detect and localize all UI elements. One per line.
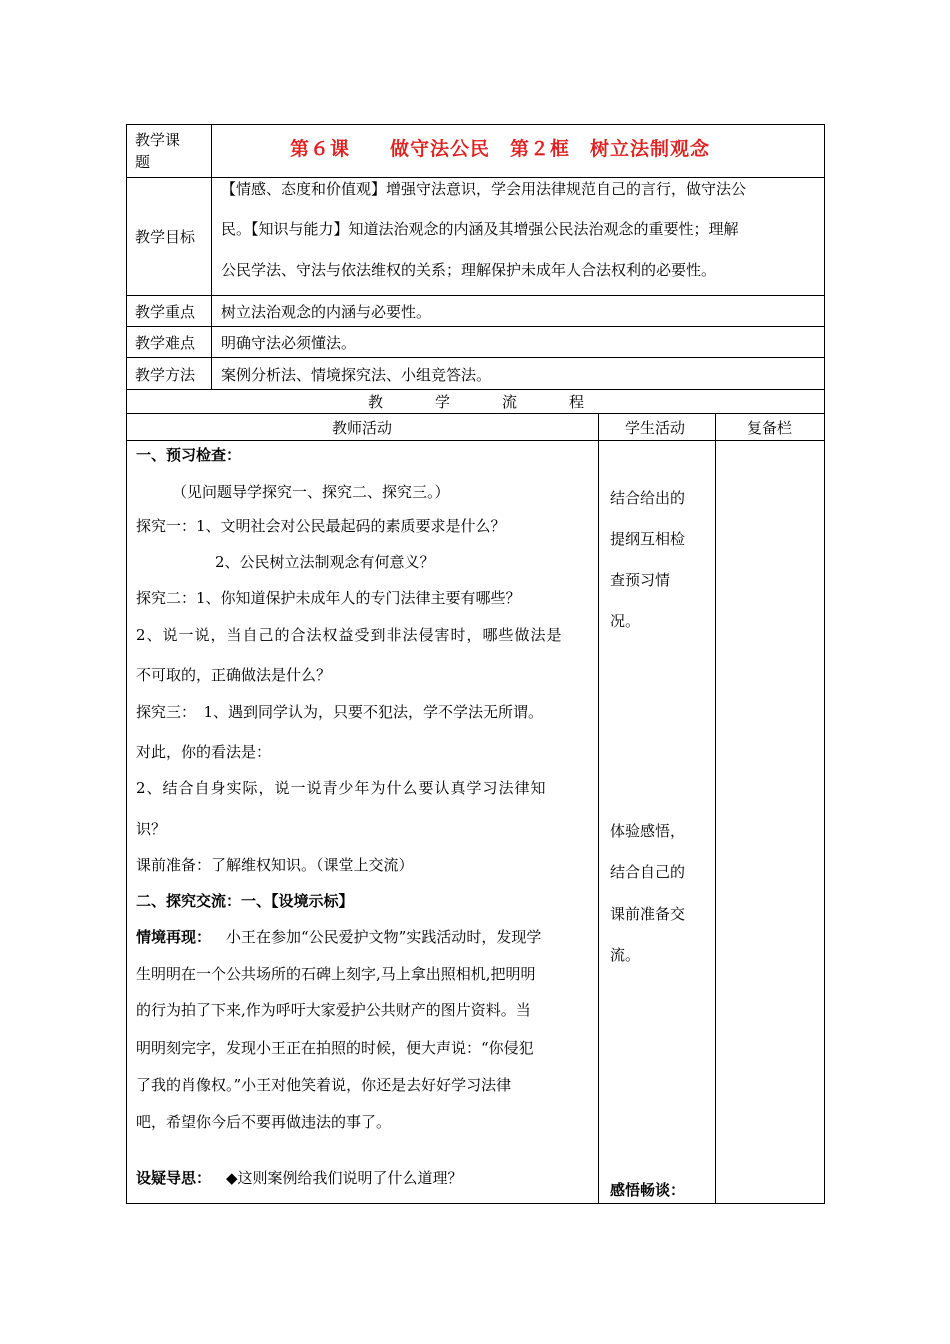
inquiry2-q1: 探究二：1、你知道保护未成年人的专门法律主要有哪些？ [136,589,521,607]
goals-line: 【情感、态度和价值观】增强守法意识，学会用法律规范自己的言行，做守法公 [221,180,747,198]
doubt-label: 设疑导思： [136,1169,212,1187]
inquiry1-q1: 探究一：1、文明社会对公民最起码的素质要求是什么？ [136,517,506,535]
row-sep [126,440,825,441]
student-footer: 感悟畅谈： [610,1181,686,1199]
student-line: 结合给出的 [610,489,686,507]
inquiry3-q1-line2: 对此，你的看法是： [136,743,272,761]
goals-line: 公民学法、守法与依法维权的关系；理解保护未成年人合法权利的必要性。 [221,261,717,279]
scene-line: 了我的肖像权。”小王对他笑着说，你还是去好好学习法律 [136,1076,512,1094]
inquiry3-q2-line2: 识？ [136,820,167,838]
section1-note: （见问题导学探究一、探究二、探究三。） [172,483,450,501]
student-col-sep [715,413,716,1204]
row-sep [126,177,825,178]
scene-line: 的行为拍了下来,作为呼吁大家爱护公共财产的图片资料。当 [136,1001,531,1019]
goals-line: 民。【知识与能力】知道法治观念的内涵及其增强公民法治观念的重要性；理解 [221,220,739,238]
col-header-teacher: 教师活动 [332,419,393,437]
key-points-text: 树立法治观念的内涵与必要性。 [221,303,432,321]
difficulty-label: 教学难点 [135,334,196,352]
table-border-top [126,124,825,125]
row-sep [126,326,825,327]
col-header-student: 学生活动 [625,419,686,437]
student-line: 结合自己的 [610,863,686,881]
student-line: 流。 [610,946,641,964]
key-points-label: 教学重点 [135,303,196,321]
student-line: 况。 [610,612,641,630]
col-header-notes: 复备栏 [747,419,793,437]
process-title-char: 教 [368,393,384,411]
table-border-left [126,124,127,1204]
scene-label: 情境再现： [136,928,212,946]
teacher-col-sep [598,413,599,1204]
scene-line: 小王在参加“公民爱护文物”实践活动时，发现学 [226,928,542,946]
student-line: 体验感悟， [610,822,686,840]
student-line: 查预习情 [610,571,671,589]
scene-line: 生明明在一个公共场所的石碑上刻字,马上拿出照相机,把明明 [136,965,536,983]
row-sep [126,389,825,390]
row-sep [126,413,825,414]
inquiry2-q2-line1: 2、说一说，当自己的合法权益受到非法侵害时，哪些做法是 [136,626,563,644]
section1-title: 一、预习检查： [136,446,242,464]
methods-label: 教学方法 [135,366,196,384]
inquiry1-q2: 2、公民树立法制观念有何意义？ [215,553,435,571]
inquiry2-q2-line2: 不可取的，正确做法是什么？ [136,666,332,684]
inquiry3-q2-line1: 2、结合自身实际，说一说青少年为什么要认真学习法律知 [136,779,547,797]
section2-title: 二、探究交流：一、【设境示标】 [136,892,354,910]
process-title-char: 流 [502,393,518,411]
page-title: 第６课 做守法公民 第２框 树立法制观念 [290,138,711,160]
table-border-right [824,124,825,1204]
inquiry3-q1-line1: 探究三： 1、遇到同学认为，只要不犯法，学不学法无所谓。 [136,703,544,721]
row-sep [126,295,825,296]
row-sep [126,357,825,358]
difficulty-text: 明确守法必须懂法。 [221,334,357,352]
student-line: 提纲互相检 [610,530,686,548]
methods-text: 案例分析法、情境探究法、小组竞答法。 [221,366,492,384]
scene-line: 吧，希望你今后不要再做违法的事了。 [136,1113,392,1131]
lesson-label-line2: 题 [135,153,151,171]
goals-label: 教学目标 [135,228,196,246]
label-col-sep [211,124,212,390]
lesson-label-line1: 教学课 [135,131,181,149]
process-title-char: 学 [435,393,451,411]
student-line: 课前准备交 [610,905,686,923]
table-border-bottom [126,1203,825,1204]
scene-line: 明明刻完字，发现小王正在拍照的时候，便大声说：“你侵犯 [136,1039,534,1057]
process-title-char: 程 [569,393,585,411]
doubt-text: ◆这则案例给我们说明了什么道理？ [226,1169,463,1187]
prep-text: 课前准备：了解维权知识。（课堂上交流） [136,856,414,874]
